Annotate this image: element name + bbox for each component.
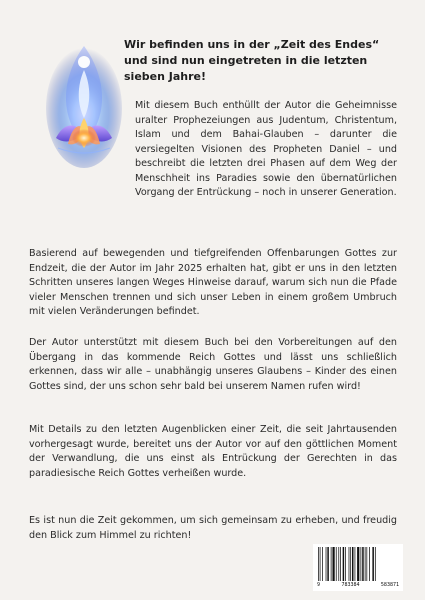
lead-statement: Wir befinden uns in der „Zeit des Endes“ und sind nun eingetreten in die letzten sieben Jahre! xyxy=(124,38,380,83)
paragraph-4: Mit Details zu den letzten Augenblicken einer Zeit, die seit Jahrtausenden vorhergesagt wurde, bereitet uns der Autor vor auf den göttlichen Moment der Verwandlung, die uns einst als Entrückung der Gerechten in das paradiesische Reich Gottes verheißen wurde. xyxy=(29,424,397,479)
paragraph-1-text: Mit diesem Buch enthüllt der Autor die Geheimnisse uralter Prophezeiungen aus Judentum, Christentum, Islam und dem Bahai-Glauben – darunter die versiegelten Visionen des Propheten Daniel – und beschreibt die letzten drei Phasen auf dem Weg der Menschheit ins Paradies sowie den übernatürlichen Vorgang der Entrückung – noch in unserer Generation. xyxy=(135,100,397,198)
paragraph-1 xyxy=(29,99,397,201)
paragraph-2: Basierend auf bewegenden und tiefgreifenden Offenbarungen Gottes zur Endzeit, die der Autor im Jahr 2025 erhalten hat, gibt er uns in den letzten Schritten unseres langen Weges Hinweise darauf, warum sich nun die Pfade vieler Menschen trennen und sich unser Leben in einem großem Umbruch mit vielen Veränderungen befindet. xyxy=(29,248,397,317)
barcode-digit-first: 9 xyxy=(317,582,321,588)
barcode-group-left: 783384 xyxy=(341,582,360,588)
paragraph-5: Es ist nun die Zeit gekommen, um sich gemeinsam zu erheben, und freudig den Blick zum Himmel zu richten! xyxy=(29,515,397,541)
paragraph-3: Der Autor unterstützt mit diesem Buch bei den Vorbereitungen auf den Übergang in das kommende Reich Gottes und lässt uns schließlich erkennen, dass wir alle – unabhängig unseres Glaubens – Kinder des einen Gottes sind, der uns schon sehr bald bei unserem Namen rufen wird! xyxy=(29,337,397,392)
isbn-barcode xyxy=(313,544,403,591)
barcode-group-right: 583871 xyxy=(380,582,399,588)
barcode-bars xyxy=(317,547,399,581)
barcode-digits xyxy=(317,582,399,588)
illustration-wrap-zone xyxy=(29,99,135,189)
